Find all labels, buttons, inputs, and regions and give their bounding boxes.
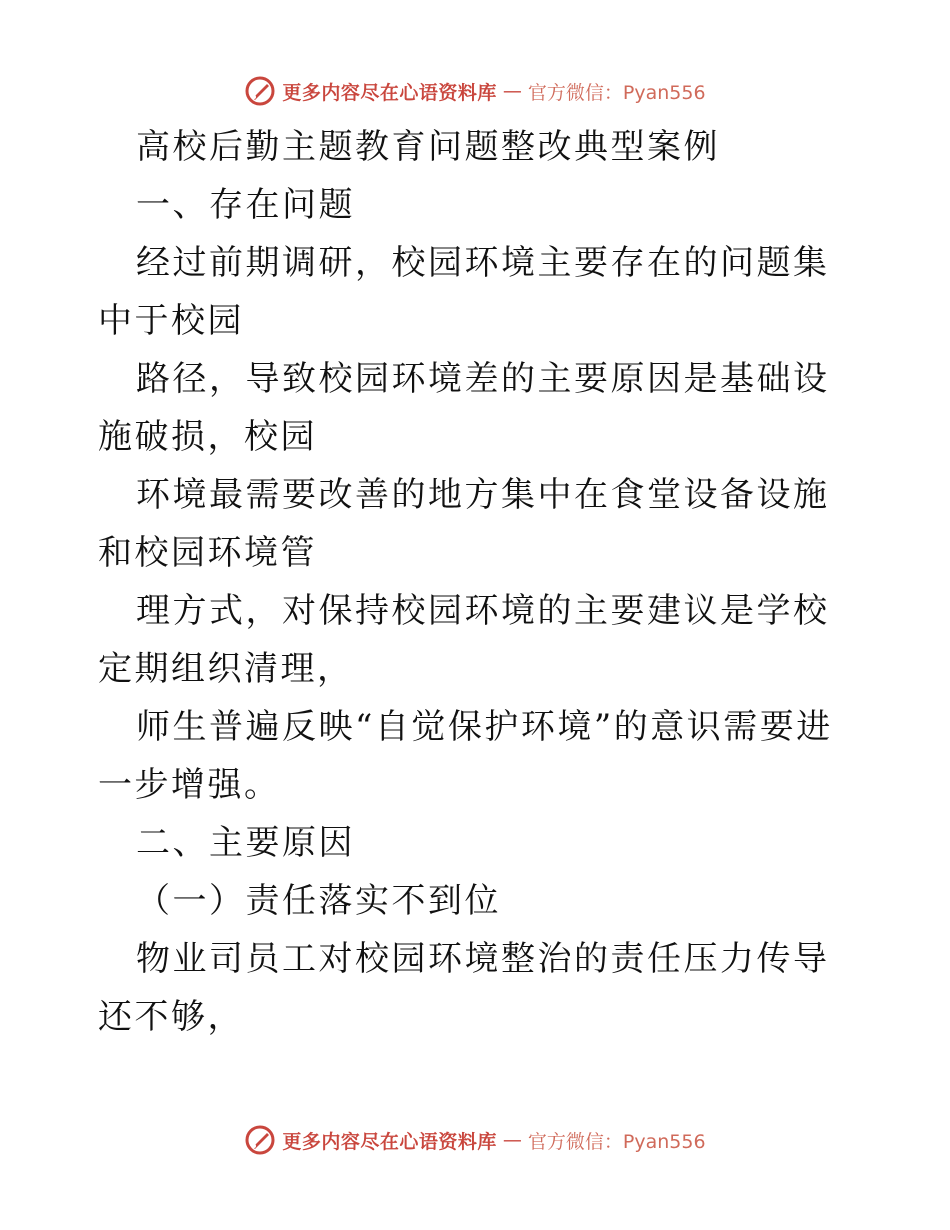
subsection-heading: （一）责任落实不到位 [136, 881, 501, 921]
paragraph: 环境最需要改善的地方集中在食堂设备设施和校园环境管 [98, 475, 830, 573]
paragraph: 理方式，对保持校园环境的主要建议是学校定期组织清理， [98, 591, 830, 689]
section-heading: 一、存在问题 [136, 185, 355, 225]
paragraph: 物业司员工对校园环境整治的责任压力传导还不够， [98, 939, 830, 1037]
footer-banner [0, 1120, 950, 1160]
banner-text: 更多内容尽在心语资料库 [282, 81, 497, 104]
header-banner [0, 71, 950, 111]
banner-dash: — [502, 1129, 522, 1151]
banner-text: 更多内容尽在心语资料库 [282, 1130, 497, 1153]
document-body [98, 118, 858, 1046]
banner-wechat: 官方微信：Pyan556 [527, 1130, 706, 1153]
banner-dash: — [502, 80, 522, 102]
quill-logo-icon [244, 75, 276, 107]
paragraph: 路径，导致校园环境差的主要原因是基础设施破损，校园 [98, 359, 830, 457]
paragraph: 经过前期调研，校园环境主要存在的问题集中于校园 [98, 243, 830, 341]
section-heading: 二、主要原因 [136, 823, 355, 863]
paragraph: 师生普遍反映“自觉保护环境”的意识需要进一步增强。 [98, 707, 833, 805]
document-title: 高校后勤主题教育问题整改典型案例 [136, 127, 720, 167]
banner-wechat: 官方微信：Pyan556 [527, 81, 706, 104]
quill-logo-icon [244, 1124, 276, 1156]
